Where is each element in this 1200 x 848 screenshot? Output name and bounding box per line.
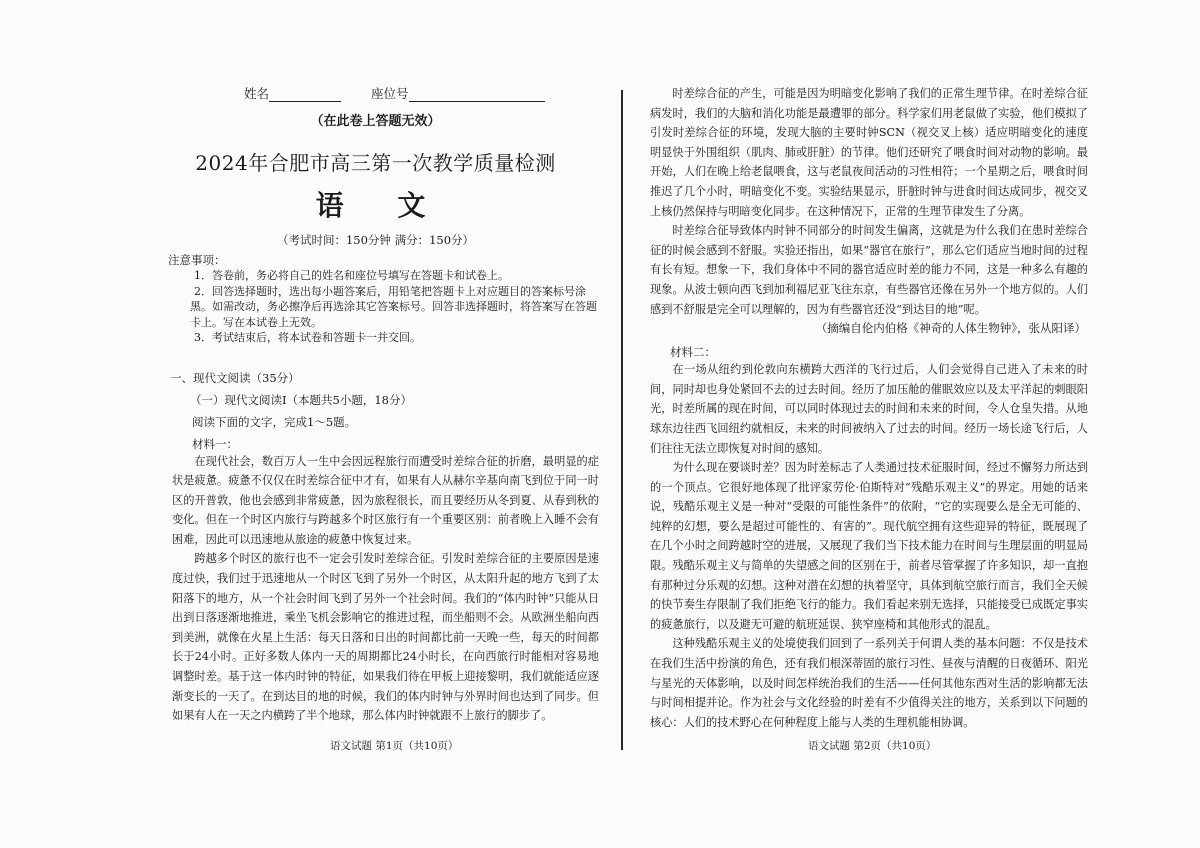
seat-label: 座位号 — [370, 86, 409, 101]
page-footer-right: 语文试题 第2页（共10页） — [808, 740, 937, 752]
name-label: 姓名 — [244, 86, 270, 101]
material-1-body — [172, 452, 599, 726]
page-footer-left: 语文试题 第1页（共10页） — [330, 740, 459, 752]
invalid-note: （在此卷上答题无效） — [310, 114, 441, 129]
notice-item: 1．答卷前，务必将自己的姓名和座位号填写在答题卡和试卷上。 — [194, 269, 509, 282]
material-2-label: 材料二： — [670, 345, 716, 360]
notice-item: 2．回答选择题时，选出每小题答案后，用铅笔把答题卡上对应题目的答案标号涂黑。如需改动，务必擦净后再选涂其它答案标号。回答非选择题时，将答案写在答题卡上。写在本试卷上无效。 — [190, 284, 597, 329]
paragraph: 时差综合征的产生，可能是因为明暗变化影响了我们的正常生理节律。在时差综合征病发时，我们的大脑和消化功能是最遭罪的部分。科学家们用老鼠做了实验，他们模拟了引发时差综合征的环境，发现大脑的主要时钟SCN（视交叉上核）适应明暗变化的速度明显快于外围组织（肌肉、肺或肝脏）的节律。他们还研究了喂食时间对动物的影响。最开始，人们在晚上给老鼠喂食，这与老鼠夜间活动的习性相符；一个星期之后，喂食时间推迟了几个小时，明暗变化不变。实验结果显示，肝脏时钟与进食时间达成同步，视交叉上核仍然保持与明暗变化同步。在这种情况下，正常的生理节律发生了分离。 — [650, 87, 1088, 218]
page-divider — [621, 90, 623, 750]
notice-heading: 注意事项： — [168, 253, 226, 267]
paragraph: 为什么现在要谈时差？因为时差标志了人类通过技术征服时间，经过不懈努力所达到的一个顶点。它很好地体现了批评家劳伦·伯斯特对“残酷乐观主义”的界定。用她的话来说，残酷乐观主义是一种对“受限的可能性条件”的依附，“它的实现要么是全无可能的、纯粹的幻想，要么是超过可能性的、有害的”。现代航空拥有这些迎异的特征，既展现了在几个小时之间跨越时空的进展，又展现了我们当下技术能力在时间与生理层面的明显局限。残酷乐观主义与简单的失望感之间的区别在于，前者尽管掌握了许多知识，却一直抱有那种过分乐观的幻想。这种对潜在幻想的执着坚守，具体到航空旅行而言，我们全天候的快节奏生存限制了我们拒绝飞行的能力。我们看起来别无选择，只能接受已成既定事实的疲惫旅行，以及避无可避的航班延误、狭窄座椅和其他形式的混乱。 — [650, 461, 1088, 631]
notice-item: 3．考试结束后，将本试卷和答题卡一并交回。 — [194, 331, 421, 344]
paragraph: 在一场从纽约到伦敦向东横跨大西洋的飞行过后，人们会觉得自己进入了未来的时间，同时却也身处紧回不去的过去时间。经历了加压舱的催眠效应以及太平洋起的刺眼阳光，时差所属的现在时间，可以同时体现过去的时间和未来的时间，令人仓皇失措。从地球东边往西飞回纽约就相反，未来的时间被纳入了过去的时间。经历一场长途飞行后，人们往往无法立即恢复对时间的感知。 — [650, 363, 1088, 455]
name-seat-row — [244, 84, 599, 102]
name-blank — [269, 89, 341, 102]
section-heading: 一、现代文阅读（35分） — [170, 370, 300, 385]
material-1-continued — [650, 84, 1088, 319]
subject-title: 语 文 — [315, 189, 448, 222]
seat-blank — [409, 89, 545, 102]
paragraph: 跨越多个时区的旅行也不一定会引发时差综合征。引发时差综合征的主要原因是速度过快，我们过于迅速地从一个时区飞到了另外一个时区，从太阳升起的地方飞到了太阳落下的地方，从一个社会时间飞到了另外一个社会时间。我们的“体内时钟”只能从日出到日落逐渐地推进，乘坐飞机会影响它的推进过程，而坐船则不会。从欧洲坐船向西到美洲，就像在火星上生活：每天日落和日出的时间都比前一天晚一些，每天的时间都长于24小时。正好多数人体内一天的周期都比24小时长，在向西旅行时能相对容易地调整时差。基于这一体内时钟的特征，如果我们待在甲板上迎接黎明，我们就能适应逐渐变长的一天了。在到达目的地的时候，我们的体内时钟与外界时间也达到了同步。但如果有人在一天之内横跨了半个地球，那么体内时钟就跟不上旅行的脚步了。 — [172, 552, 599, 723]
exam-title: 2024年合肥市高三第一次教学质量检测 — [195, 151, 556, 175]
sub-section-heading: （一）现代文阅读Ⅰ（本题共5小题，18分） — [190, 392, 412, 407]
reading-instruction: 阅读下面的文字，完成1～5题。 — [192, 414, 357, 429]
notice-list — [190, 268, 599, 346]
paragraph: 这种残酷乐观主义的处境使我们回到了一系列关于何谓人类的基本问题：不仅是技术在我们生活中扮演的角色，还有我们根深蒂固的旅行习性、昼夜与清醒的日夜循环、阳光与星光的天体影响，以及时间怎样统治我们的生活——任何其他东西对生活的影响都无法与时间相提并论。作为社会与文化经验的时差有不少值得关注的地方，关系到以下问题的核心：人们的技术野心在何种程度上能与人类的生理机能相协调。 — [650, 637, 1088, 729]
paragraph: 时差综合征导致体内时钟不同部分的时间发生偏离，这就是为什么我们在患时差综合征的时候会感到不舒服。实验还指出，如果“器官在旅行”，那么它们适应当地时间的过程有长有短。想象一下，我们身体中不同的器官适应时差的能力不同，这是一种多么有趣的现象。从波士顿向西飞到加利福尼亚飞往东京，有些器官还像在另外一个地方似的。人们感到不舒服是完全可以理解的，因为有些器官还没“到达目的地”呢。 — [650, 224, 1088, 316]
paragraph: 在现代社会，数百万人一生中会因远程旅行而遭受时差综合征的折磨，最明显的症状是疲惫。疲惫不仅仅在时差综合征中才有，如果有人从赫尔辛基向南飞到位于同一时区的开普敦，他也会感到非常疲惫，因为旅程很长，而且要经历从冬到夏、从春到秋的变化。但在一个时区内旅行与跨越多个时区旅行有一个重要区别：前者晚上入睡不会有困难，因此可以迅速地从旅途的疲惫中恢复过来。 — [172, 454, 599, 546]
source-citation: （摘编自伦内伯格《神奇的人体生物钟》，张从阳译） — [815, 321, 1086, 336]
material-1-label: 材料一： — [192, 436, 238, 451]
exam-time-info: （考试时间：150分钟 满分：150分） — [276, 233, 475, 247]
page-right — [628, 0, 1200, 848]
material-2-body — [650, 360, 1088, 732]
